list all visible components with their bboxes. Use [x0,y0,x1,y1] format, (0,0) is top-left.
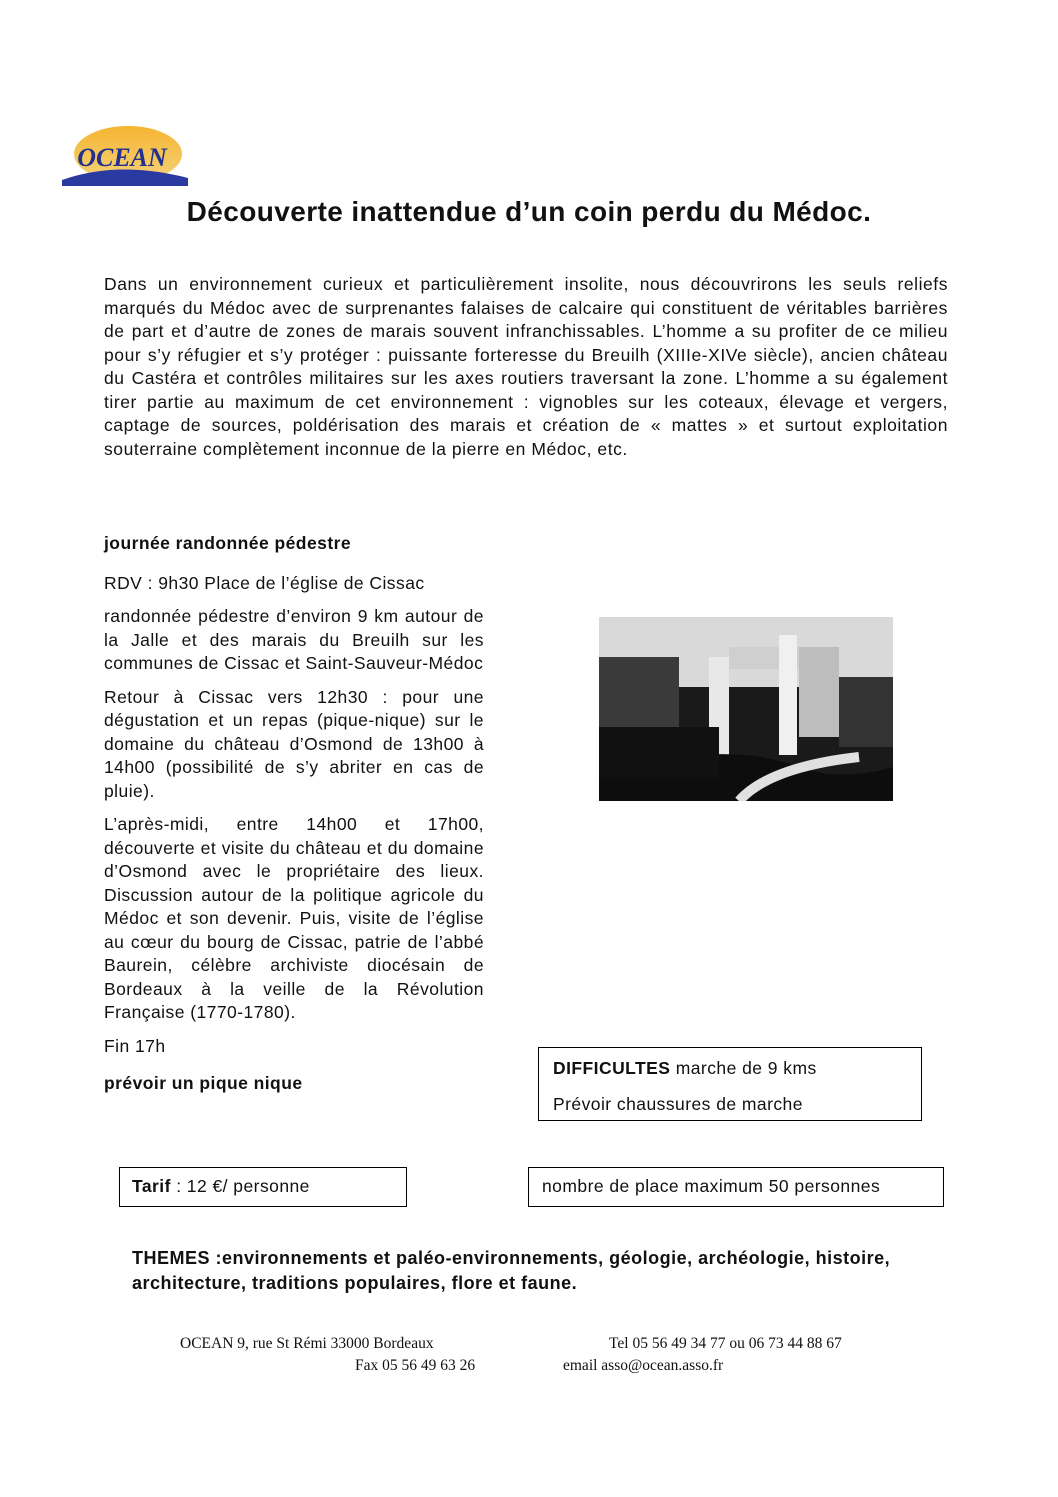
tarif-text: : 12 €/ personne [176,1176,310,1196]
program-walk: randonnée pédestre d’environ 9 km autour de la Jalle et des marais du Breuilh sur les communes de Cissac et Saint-Sauveur-Médoc [104,606,484,673]
tarif-label: Tarif [132,1176,171,1196]
footer-tel: Tel 05 56 49 34 77 ou 06 73 44 88 67 [609,1335,842,1352]
page-title: Découverte inattendue d’un coin perdu du Médoc. [186,196,872,227]
footer-fax: Fax 05 56 49 63 26 [355,1357,476,1374]
intro-paragraph: Dans un environnement curieux et particulièrement insolite, nous découvrirons les seuls reliefs marqués du Médoc avec de surprenantes falaises de calcaire qui constituent de véritables barrières de part et d’autre de zones de marais souvent infranchissables. L’homme a su profiter de ce milieu pour s’y réfugier et s’y protéger : puissante forteresse du Breuilh (XIIIe-XIVe siècle), ancien château du Castéra et contrôles militaires sur les axes routiers traversant la zone. L’homme a su également tirer partie au maximum de cet environnement : vignobles sur les coteaux, élevage et vergers, captage de sources, poldérisation des marais et création de « mattes » et surtout exploitation souterraine complètement inconnue de la pierre en Médoc, etc. [104,274,948,459]
program-afternoon: L’après-midi, entre 14h00 et 17h00, découverte et visite du château et du domaine d’Osmond avec le propriétaire des lieux. Discussion autour de la politique agricole du Médoc et son devenir. Puis, visite de l’église au cœur du bourg de Cissac, patrie de l’abbé Baurein, célèbre archiviste diocésain de Bordeaux à la veille de la Révolution Française (1770-1780). [104,814,484,1022]
program-rdv: RDV : 9h30 Place de l’église de Cissac [104,572,425,593]
castle-photo [599,617,893,801]
difficulty-label: DIFFICULTES [553,1058,671,1078]
themes: THEMES :environnements et paléo-environnements, géologie, archéologie, histoire, architecture, traditions populaires, flore et faune. [132,1248,891,1293]
program-note: prévoir un pique nique [104,1073,303,1093]
logo-text: OCEAN [77,143,167,172]
difficulty-box [538,1047,922,1121]
tarif-box [119,1167,407,1207]
footer-email: email asso@ocean.asso.fr [563,1357,724,1374]
difficulty-text: marche de 9 kms [675,1058,817,1078]
program-end: Fin 17h [104,1035,166,1056]
places-box: nombre de place maximum 50 personnes [528,1167,944,1207]
ocean-logo [58,120,192,186]
footer-address: OCEAN 9, rue St Rémi 33000 Bordeaux [180,1335,434,1352]
difficulty-shoes: Prévoir chaussures de marche [553,1094,803,1114]
program-lunch: Retour à Cissac vers 12h30 : pour une dégustation et un repas (pique-nique) sur le domaine du château d’Osmond de 13h00 à 14h00 (possibilité de s’y abriter en cas de pluie). [104,686,484,801]
program-heading: journée randonnée pédestre [104,533,352,553]
program-column [104,532,484,1106]
